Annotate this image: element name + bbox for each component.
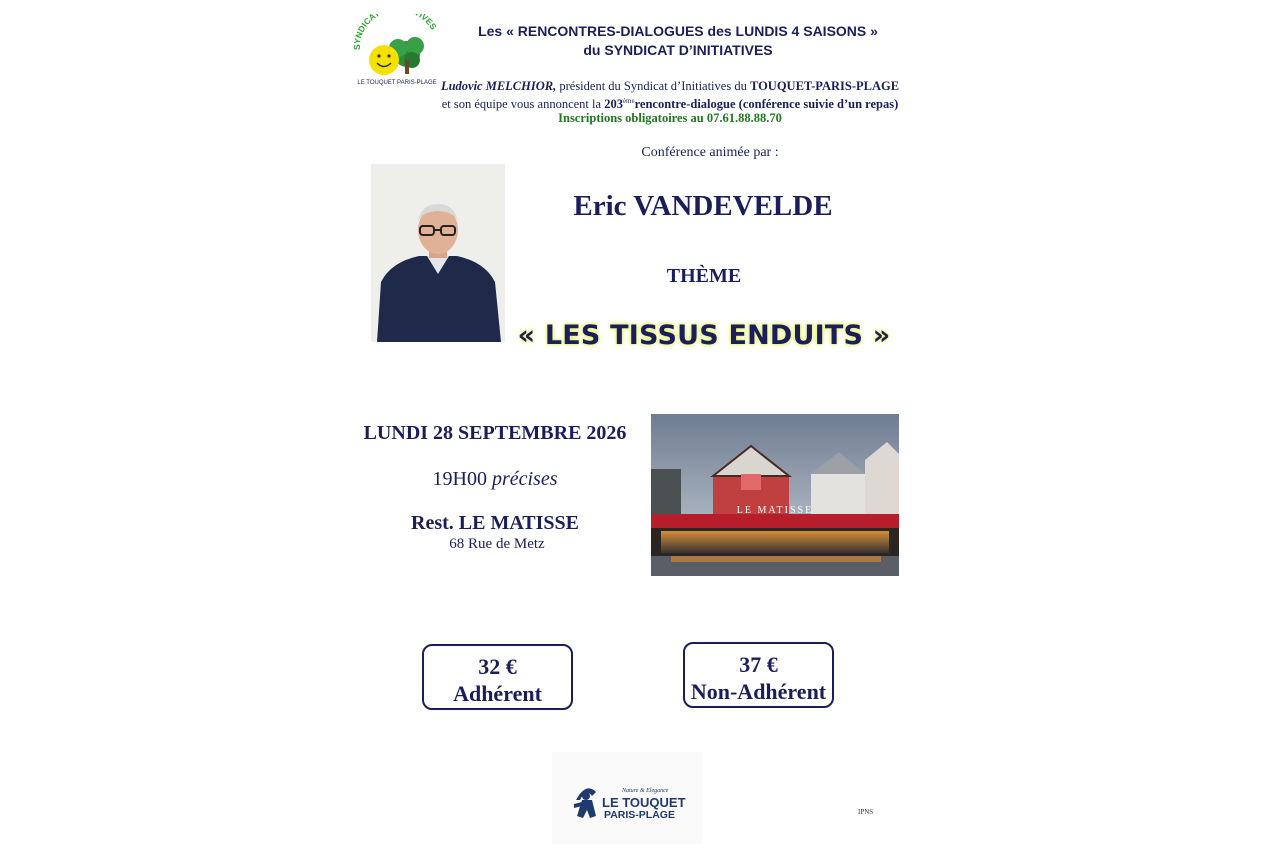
syndicat-initiatives-logo bbox=[352, 14, 442, 88]
theme-label: THÈME bbox=[666, 265, 742, 287]
price-amount: 32 € bbox=[478, 654, 517, 679]
svg-text:Nature & Elegance: Nature & Elegance bbox=[622, 788, 669, 794]
registration-phone: Inscriptions obligatoires au 07.61.88.88.70 bbox=[558, 111, 782, 126]
intro-line2: et son équipe vous annoncent la 203èmerencontre-dialogue (conférence suivie d’un repas) bbox=[441, 96, 899, 111]
intro-text bbox=[420, 79, 920, 126]
conference-by-label: Conférence animée par : bbox=[641, 145, 779, 160]
time-note: précises bbox=[491, 468, 558, 490]
restaurant-photo bbox=[651, 414, 899, 576]
ipns-mention: IPNS bbox=[858, 808, 874, 816]
svg-text:SYNDICAT D'INITIATIVES: SYNDICA IVES bbox=[352, 14, 439, 51]
intro-line1: Ludovic MELCHIOR, président du Syndicat d’Initiatives du TOUQUET-PARIS-PLAGE bbox=[440, 79, 900, 93]
event-venue: Rest. LE MATISSE bbox=[411, 512, 579, 534]
event-time: 19H00 précises bbox=[432, 468, 558, 490]
price-label: Non-Adhérent bbox=[690, 679, 827, 704]
svg-text:PARIS-PLAGE: PARIS-PLAGE bbox=[604, 809, 675, 821]
le-touquet-logo bbox=[552, 752, 702, 844]
speaker-photo bbox=[371, 164, 505, 342]
event-address: 68 Rue de Metz bbox=[449, 536, 545, 552]
event-date: LUNDI 28 SEPTEMBRE 2026 bbox=[363, 422, 627, 444]
edition-number: 203 bbox=[604, 96, 623, 111]
svg-text:LE TOUQUET PARIS-PLAGE: LE TOUQUET PARIS-PLAGE bbox=[357, 80, 437, 86]
header-title-line2: du SYNDICAT D’INITIATIVES bbox=[583, 42, 773, 58]
price-box-member bbox=[422, 644, 573, 710]
price-amount: 37 € bbox=[739, 652, 778, 677]
town-name: TOUQUET-PARIS-PLAGE bbox=[749, 79, 900, 93]
conference-theme: « LES TISSUS ENDUITS » bbox=[517, 320, 891, 351]
speaker-name: Eric VANDEVELDE bbox=[573, 190, 833, 222]
header-title-line1: Les « RENCONTRES-DIALOGUES des LUNDIS 4 SAISONS » bbox=[478, 23, 878, 39]
svg-text:LE TOUQUET: LE TOUQUET bbox=[602, 795, 686, 810]
price-box-non-member bbox=[683, 642, 834, 708]
header-title bbox=[440, 22, 916, 60]
svg-text:LE MATISSE: LE MATISSE bbox=[736, 505, 814, 516]
price-label: Adhérent bbox=[453, 681, 542, 706]
president-name: Ludovic MELCHIOR, bbox=[440, 79, 557, 93]
